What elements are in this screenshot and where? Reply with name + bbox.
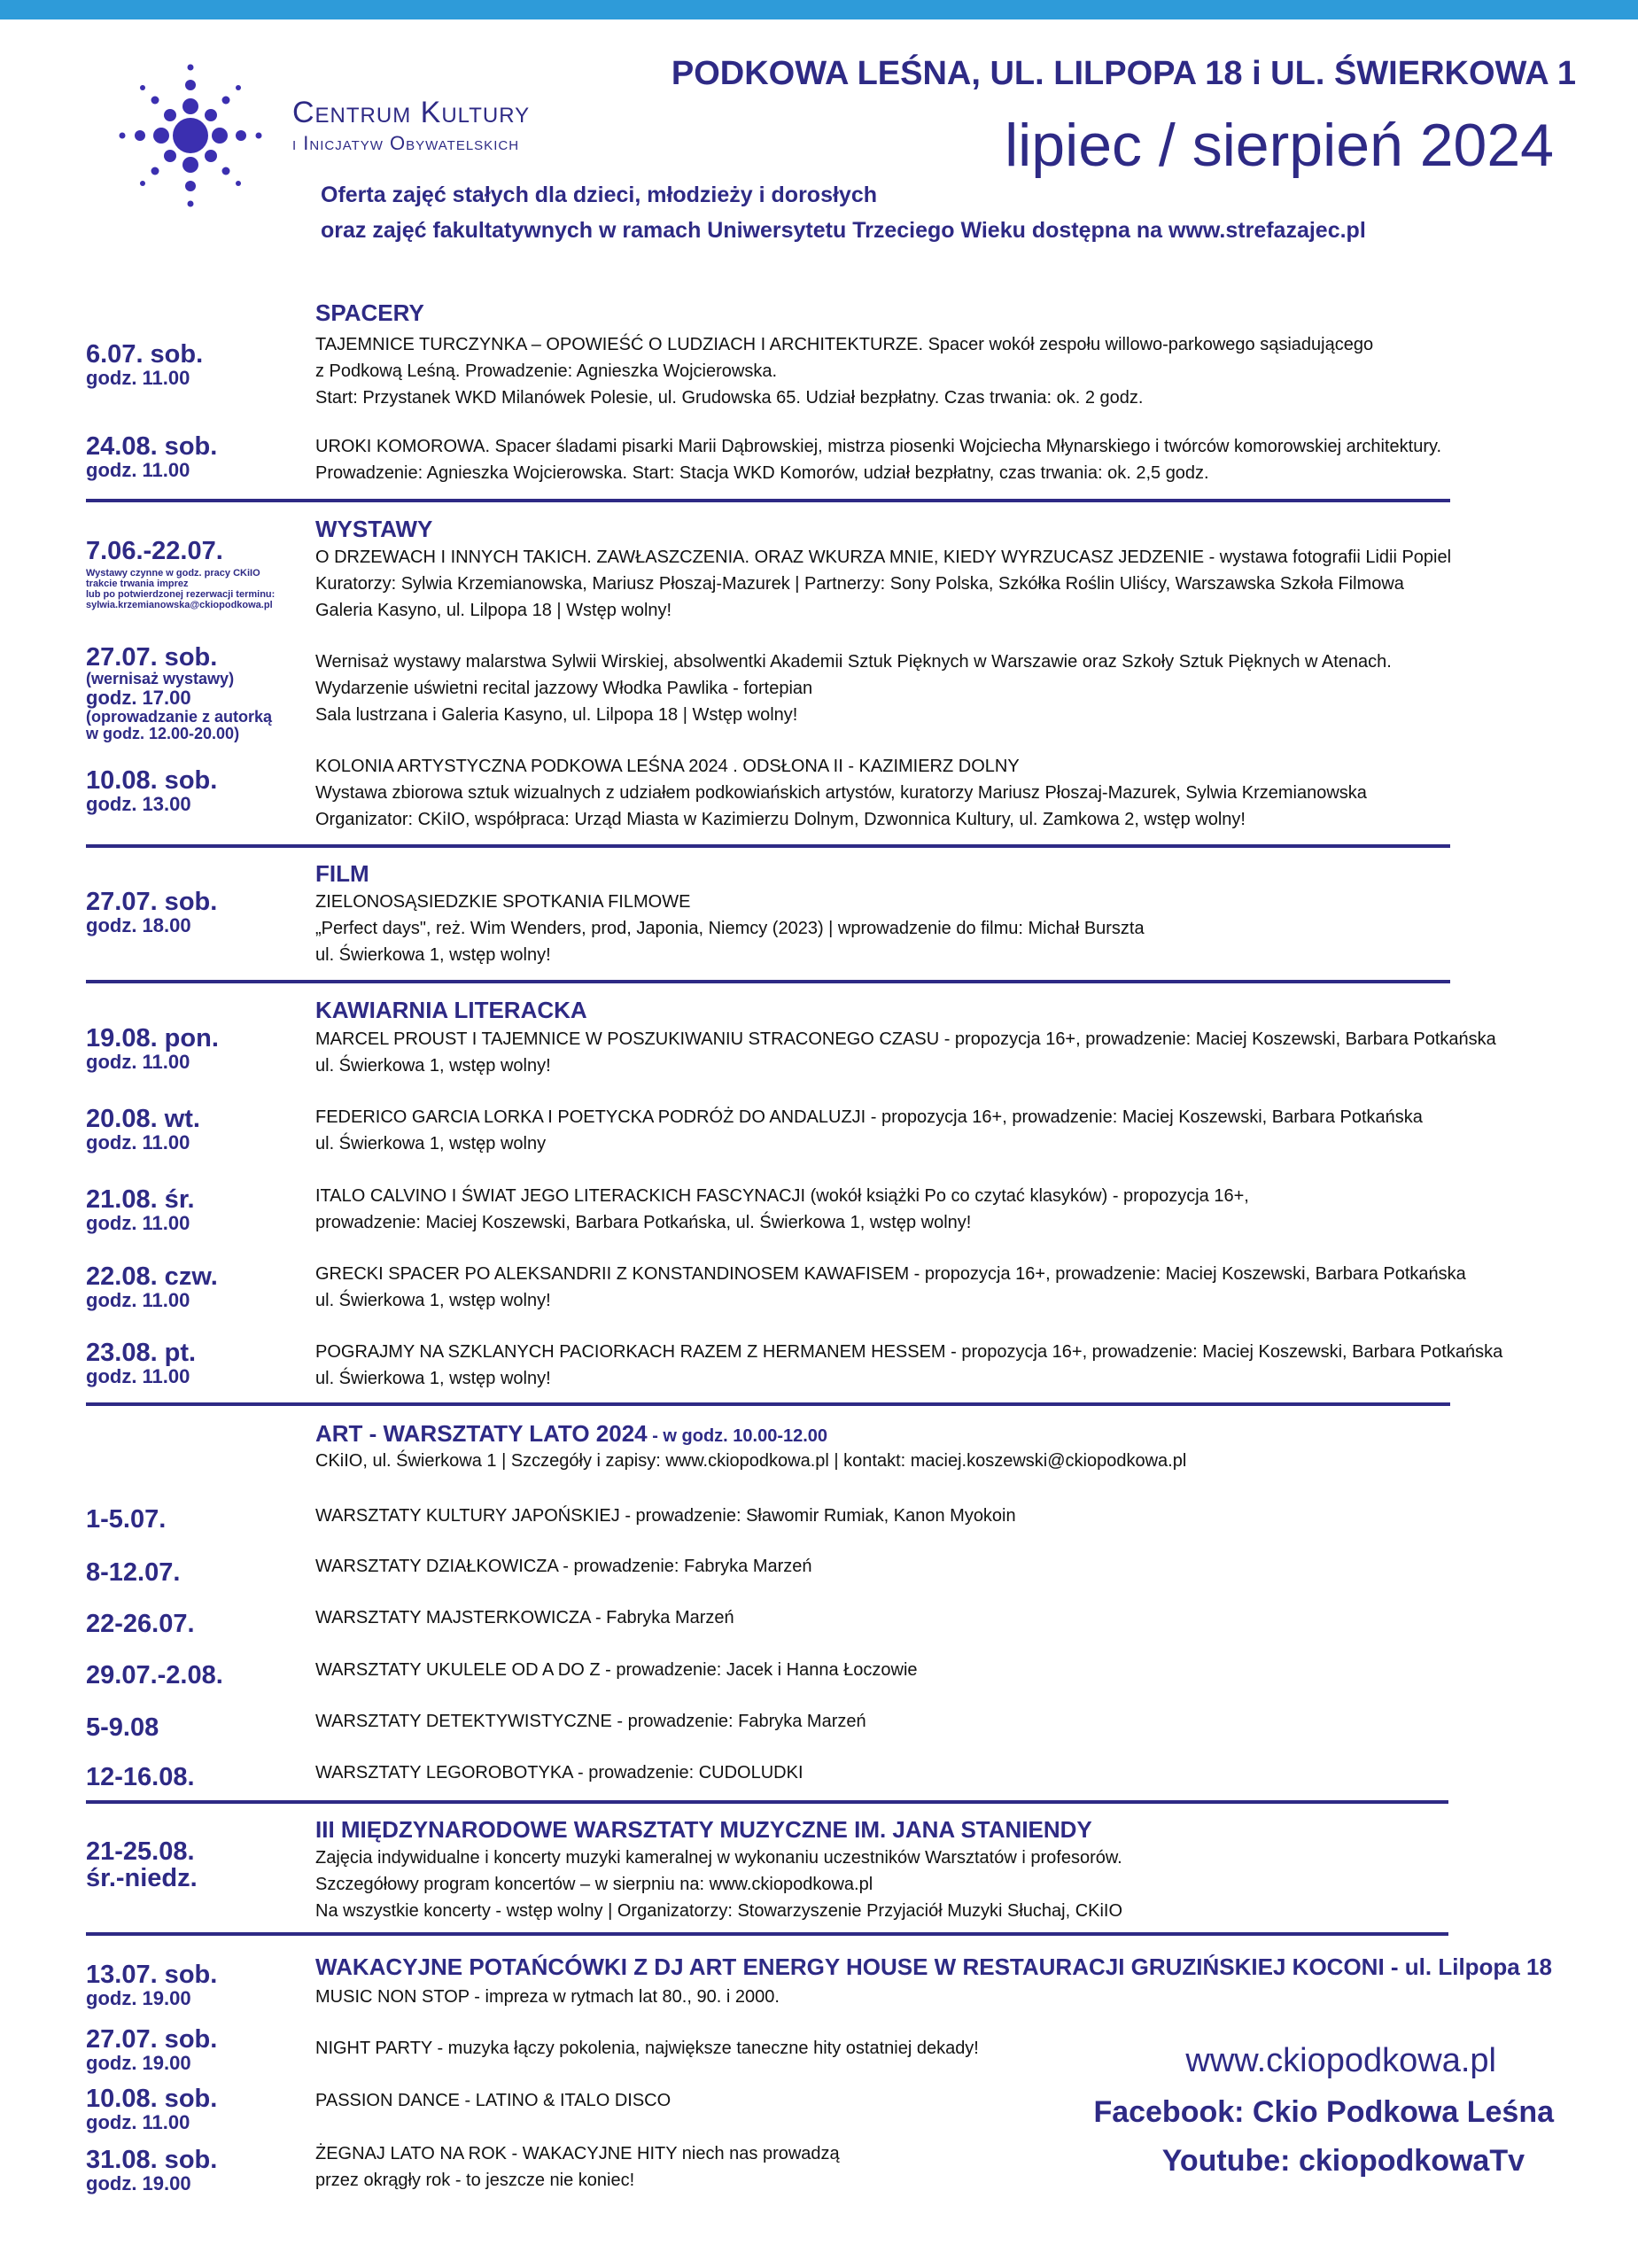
event-text bbox=[315, 753, 1367, 833]
event-line: ul. Świerkowa 1, wstęp wolny bbox=[315, 1134, 547, 1153]
event-line: ul. Świerkowa 1, wstęp wolny! bbox=[315, 1056, 551, 1076]
event-line: O DRZEWACH I INNYCH TAKICH. ZAWŁASZCZENIA. ORAZ WKURZA MNIE, KIEDY WYRZUCASZ JEDZENIE - wystawa fotografii Lidii Popiel bbox=[315, 548, 1452, 567]
address-heading: PODKOWA LEŚNA, UL. LILPOPA 18 i UL. ŚWIERKOWA 1 bbox=[671, 55, 1576, 92]
date-day: 21-25.08. bbox=[86, 1837, 195, 1866]
workshop-date bbox=[86, 1559, 180, 1586]
date-day: 6.07. sob. bbox=[86, 340, 204, 369]
event-text: MUSIC NON STOP - impreza w rytmach lat 80., 90. i 2000. bbox=[315, 1987, 780, 2007]
event-line: Szczegółowy program koncertów – w sierpniu na: www.ckiopodkowa.pl bbox=[315, 1875, 873, 1894]
date-time: godz. 18.00 bbox=[86, 914, 191, 936]
event-date bbox=[86, 2085, 217, 2133]
workshop-date bbox=[86, 1764, 195, 1790]
event-line: ul. Świerkowa 1, wstęp wolny! bbox=[315, 945, 551, 965]
event-line: GRECKI SPACER PO ALEKSANDRII Z KONSTANDINOSEM KAWAFISEM - propozycja 16+, prowadzenie: Maciej Koszewski, Barbara Potkańska bbox=[315, 1264, 1466, 1284]
section-title-wystawy: WYSTAWY bbox=[315, 516, 433, 542]
art-info: CKiIO, ul. Świerkowa 1 | Szczegóły i zapisy: www.ckiopodkowa.pl | kontakt: maciej.koszewski@ckiopodkowa.pl bbox=[315, 1451, 1187, 1471]
offer-line2: oraz zajęć fakultatywnych w ramach Uniwersytetu Trzeciego Wieku dostępna na www.strefazajec.pl bbox=[321, 218, 1366, 243]
date-day: 22-26.07. bbox=[86, 1610, 195, 1638]
event-line: Kuratorzy: Sylwia Krzemianowska, Mariusz Płoszaj-Mazurek | Partnerzy: Sony Polska, Szkółka Roślin Uliścy, Warszawska Szkoła Filmowa bbox=[315, 574, 1404, 594]
event-line: Na wszystkie koncerty - wstęp wolny | Organizatorzy: Stowarzyszenie Przyjaciół Muzyki Słuchaj, CKiIO bbox=[315, 1901, 1123, 1921]
date-day: 29.07.-2.08. bbox=[86, 1661, 223, 1689]
date-day: 10.08. sob. bbox=[86, 766, 218, 795]
event-text bbox=[315, 331, 1373, 411]
date-time: godz. 11.00 bbox=[86, 1289, 190, 1311]
event-line: UROKI KOMOROWA. Spacer śladami pisarki Marii Dąbrowskiej, mistrza piosenki Wojciecha Młynarskiego i twórców komorowskiej architektury. bbox=[315, 437, 1442, 456]
event-text bbox=[315, 1026, 1496, 1079]
sunburst-logo-icon bbox=[115, 60, 266, 211]
brand-line2: i Inicjatyw Obywatelskich bbox=[292, 132, 520, 154]
date-day: 10.08. sob. bbox=[86, 2085, 218, 2113]
date-day: 5-9.08 bbox=[86, 1713, 159, 1742]
date-day: 20.08. wt. bbox=[86, 1105, 200, 1133]
event-line: Wystawa zbiorowa sztuk wizualnych z udziałem podkowiańskich artystów, kuratorzy Mariusz Płoszaj-Mazurek, Sylwia Krzemianowska bbox=[315, 783, 1367, 803]
workshop-date bbox=[86, 1714, 159, 1741]
event-line: ŻEGNAJ LATO NA ROK - WAKACYJNE HITY niech nas prowadzą bbox=[315, 2144, 840, 2163]
event-date bbox=[86, 2026, 217, 2074]
date-time: godz. 17.00 bbox=[86, 687, 191, 709]
date-day: 21.08. śr. bbox=[86, 1185, 195, 1214]
event-date bbox=[86, 1186, 195, 1234]
event-line: „Perfect days", reż. Wim Wenders, prod, Japonia, Niemcy (2023) | wprowadzenie do filmu: Michał Burszta bbox=[315, 919, 1145, 938]
date-day: 24.08. sob. bbox=[86, 432, 218, 461]
event-date bbox=[86, 1340, 196, 1387]
date-day: 31.08. sob. bbox=[86, 2146, 218, 2174]
youtube-link[interactable]: Youtube: ckiopodkowaTv bbox=[1161, 2144, 1525, 2178]
section-title-art bbox=[315, 1420, 827, 1448]
date-note: lub po potwierdzonej rezerwacji terminu: bbox=[86, 589, 276, 600]
workshop-text: WARSZTATY DZIAŁKOWICZA - prowadzenie: Fabryka Marzeń bbox=[315, 1557, 812, 1576]
section-title-muzyczne: III MIĘDZYNARODOWE WARSZTATY MUZYCZNE IM. JANA STANIENDY bbox=[315, 1816, 1092, 1843]
date-time: godz. 11.00 bbox=[86, 2111, 190, 2133]
event-date bbox=[86, 341, 203, 389]
workshop-text: WARSZTATY KULTURY JAPOŃSKIEJ - prowadzenie: Sławomir Rumiak, Kanon Myokoin bbox=[315, 1506, 1016, 1526]
section-divider bbox=[86, 1932, 1448, 1936]
workshop-text: WARSZTATY DETEKTYWISTYCZNE - prowadzenie: Fabryka Marzeń bbox=[315, 1712, 866, 1731]
date-time: godz. 11.00 bbox=[86, 1051, 190, 1073]
top-bar bbox=[0, 0, 1638, 19]
event-date bbox=[86, 767, 217, 815]
section-divider bbox=[86, 1402, 1450, 1406]
date-note: sylwia.krzemianowska@ckiopodkowa.pl bbox=[86, 600, 273, 610]
art-title-tail: - w godz. 10.00-12.00 bbox=[647, 1426, 828, 1446]
date-time: godz. 19.00 bbox=[86, 2172, 191, 2194]
offer-line1: Oferta zajęć stałych dla dzieci, młodzieży i dorosłych bbox=[321, 183, 877, 207]
workshop-text: WARSZTATY MAJSTERKOWICZA - Fabryka Marzeń bbox=[315, 1608, 734, 1627]
date-note: (oprowadzanie z autorką bbox=[86, 708, 273, 726]
event-line: z Podkową Leśną. Prowadzenie: Agnieszka Wojcierowska. bbox=[315, 361, 778, 381]
event-line: Sala lustrzana i Galeria Kasyno, ul. Lilpopa 18 | Wstęp wolny! bbox=[315, 705, 798, 725]
workshop-date bbox=[86, 1506, 166, 1533]
date-time: godz. 19.00 bbox=[86, 1987, 191, 2009]
date-day: 8-12.07. bbox=[86, 1558, 181, 1587]
event-text bbox=[315, 1183, 1249, 1236]
workshop-text: WARSZTATY LEGOROBOTYKA - prowadzenie: CUDOLUDKI bbox=[315, 1763, 803, 1783]
event-line: Zajęcia indywidualne i koncerty muzyki kameralnej w wykonaniu uczestników Warsztatów i profesorów. bbox=[315, 1848, 1122, 1868]
workshop-text: WARSZTATY UKULELE OD A DO Z - prowadzenie: Jacek i Hanna Łoczowie bbox=[315, 1660, 918, 1680]
event-text bbox=[315, 1261, 1466, 1314]
section-divider bbox=[86, 980, 1450, 983]
date-note: trakcie trwania imprez bbox=[86, 579, 189, 589]
section-title-film: FILM bbox=[315, 860, 369, 887]
event-line: Wernisaż wystawy malarstwa Sylwii Wirskiej, absolwentki Akademii Sztuk Pięknych w Warszawie oraz Szkoły Sztuk Pięknych w Atenach. bbox=[315, 652, 1392, 672]
date-day: 19.08. pon. bbox=[86, 1024, 219, 1052]
event-text bbox=[315, 2140, 840, 2194]
offer-text bbox=[321, 177, 1366, 248]
event-line: Start: Przystanek WKD Milanówek Polesie, ul. Grudowska 65. Udział bezpłatny. Czas trwania: ok. 2 godz. bbox=[315, 388, 1144, 408]
event-line: prowadzenie: Maciej Koszewski, Barbara Potkańska, ul. Świerkowa 1, wstęp wolny! bbox=[315, 1213, 972, 1232]
date-day: 27.07. sob. bbox=[86, 643, 218, 672]
event-line: ul. Świerkowa 1, wstęp wolny! bbox=[315, 1291, 551, 1310]
date-day: 1-5.07. bbox=[86, 1505, 167, 1534]
event-line: TAJEMNICE TURCZYNKA – OPOWIEŚĆ O LUDZIACH I ARCHITEKTURZE. Spacer wokół zespołu willowo-parkowego sąsiadującego bbox=[315, 335, 1374, 354]
event-line: ITALO CALVINO I ŚWIAT JEGO LITERACKICH FASCYNACJI (wokół książki Po co czytać klasyków) - propozycja 16+, bbox=[315, 1186, 1249, 1206]
section-title-kawiarnia: KAWIARNIA LITERACKA bbox=[315, 997, 587, 1023]
website-link[interactable]: www.ckiopodkowa.pl bbox=[1185, 2042, 1496, 2079]
brand-name bbox=[292, 96, 530, 155]
workshop-date bbox=[86, 1611, 195, 1637]
event-line: Wydarzenie uświetni recital jazzowy Włodka Pawlika - fortepian bbox=[315, 679, 813, 698]
event-text: NIGHT PARTY - muzyka łączy pokolenia, największe taneczne hity ostatniej dekady! bbox=[315, 2039, 979, 2058]
event-line: KOLONIA ARTYSTYCZNA PODKOWA LEŚNA 2024 . ODSŁONA II - KAZIMIERZ DOLNY bbox=[315, 757, 1020, 776]
date-day: 27.07. sob. bbox=[86, 888, 218, 916]
event-text bbox=[315, 1339, 1502, 1392]
event-text bbox=[315, 544, 1451, 624]
event-date bbox=[86, 1263, 218, 1311]
workshop-date bbox=[86, 1662, 223, 1689]
art-title: ART - WARSZTATY LATO 2024 bbox=[315, 1420, 648, 1447]
event-line: ul. Świerkowa 1, wstęp wolny! bbox=[315, 1369, 551, 1388]
event-date bbox=[86, 644, 272, 742]
event-date bbox=[86, 433, 217, 481]
event-text bbox=[315, 1845, 1122, 1924]
event-text bbox=[315, 1104, 1423, 1157]
date-day: 22.08. czw. bbox=[86, 1262, 218, 1291]
date-time: godz. 13.00 bbox=[86, 793, 191, 815]
facebook-link[interactable]: Facebook: Ckio Podkowa Leśna bbox=[1093, 2095, 1554, 2129]
event-date bbox=[86, 889, 217, 936]
section-title-potancowki: WAKACYJNE POTAŃCÓWKI Z DJ ART ENERGY HOUSE W RESTAURACJI GRUZIŃSKIEJ KOCONI - ul. Lilpopa 18 bbox=[315, 1953, 1552, 1980]
event-line: przez okrągły rok - to jeszcze nie koniec! bbox=[315, 2171, 635, 2190]
date-time: godz. 11.00 bbox=[86, 1365, 190, 1387]
period-heading: lipiec / sierpień 2024 bbox=[1005, 112, 1554, 179]
section-divider bbox=[86, 1800, 1448, 1804]
date-time: godz. 11.00 bbox=[86, 367, 190, 389]
brand-line1: Centrum Kultury bbox=[292, 96, 531, 129]
event-line: ZIELONOSĄSIEDZKIE SPOTKANIA FILMOWE bbox=[315, 892, 691, 912]
date-day: 13.07. sob. bbox=[86, 1961, 218, 1989]
date-time: godz. 11.00 bbox=[86, 1212, 190, 1234]
event-line: FEDERICO GARCIA LORKA I POETYCKA PODRÓŻ DO ANDALUZJI - propozycja 16+, prowadzenie: Maciej Koszewski, Barbara Potkańska bbox=[315, 1107, 1423, 1127]
date-day: 27.07. sob. bbox=[86, 2025, 218, 2054]
event-text bbox=[315, 649, 1392, 728]
section-divider bbox=[86, 844, 1450, 848]
date-day: 23.08. pt. bbox=[86, 1339, 197, 1367]
date-time: godz. 11.00 bbox=[86, 1131, 190, 1153]
date-note: w godz. 12.00-20.00) bbox=[86, 725, 240, 742]
section-title-spacery: SPACERY bbox=[315, 299, 424, 326]
date-time: godz. 19.00 bbox=[86, 2052, 191, 2074]
date-time: godz. 11.00 bbox=[86, 459, 190, 481]
date-days: śr.-niedz. bbox=[86, 1864, 198, 1892]
event-line: Galeria Kasyno, ul. Lilpopa 18 | Wstęp wolny! bbox=[315, 601, 672, 620]
event-text bbox=[315, 433, 1441, 486]
event-date bbox=[86, 1961, 217, 2009]
event-text bbox=[315, 889, 1145, 968]
date-day: 7.06.-22.07. bbox=[86, 537, 223, 565]
event-line: Prowadzenie: Agnieszka Wojcierowska. Start: Stacja WKD Komorów, udział bezpłatny, czas trwania: ok. 2,5 godz. bbox=[315, 463, 1209, 483]
event-date bbox=[86, 1106, 200, 1153]
event-line: MARCEL PROUST I TAJEMNICE W POSZUKIWANIU STRACONEGO CZASU - propozycja 16+, prowadzenie: Maciej Koszewski, Barbara Potkańska bbox=[315, 1029, 1496, 1049]
date-day: 12-16.08. bbox=[86, 1763, 195, 1791]
date-note: (wernisaż wystawy) bbox=[86, 670, 235, 687]
event-date bbox=[86, 2147, 217, 2194]
event-date bbox=[86, 1838, 198, 1891]
date-note: Wystawy czynne w godz. pracy CKiIO bbox=[86, 568, 260, 579]
event-line: POGRAJMY NA SZKLANYCH PACIORKACH RAZEM Z HERMANEM HESSEM - propozycja 16+, prowadzenie: Maciej Koszewski, Barbara Potkańska bbox=[315, 1342, 1503, 1362]
section-divider bbox=[86, 499, 1450, 502]
event-date bbox=[86, 1025, 219, 1073]
event-text: PASSION DANCE - LATINO & ITALO DISCO bbox=[315, 2091, 672, 2110]
event-date bbox=[86, 538, 275, 610]
event-line: Organizator: CKiIO, współpraca: Urząd Miasta w Kazimierzu Dolnym, Dzwonnica Kultury, ul. Zamkowa 2, wstęp wolny! bbox=[315, 810, 1246, 829]
